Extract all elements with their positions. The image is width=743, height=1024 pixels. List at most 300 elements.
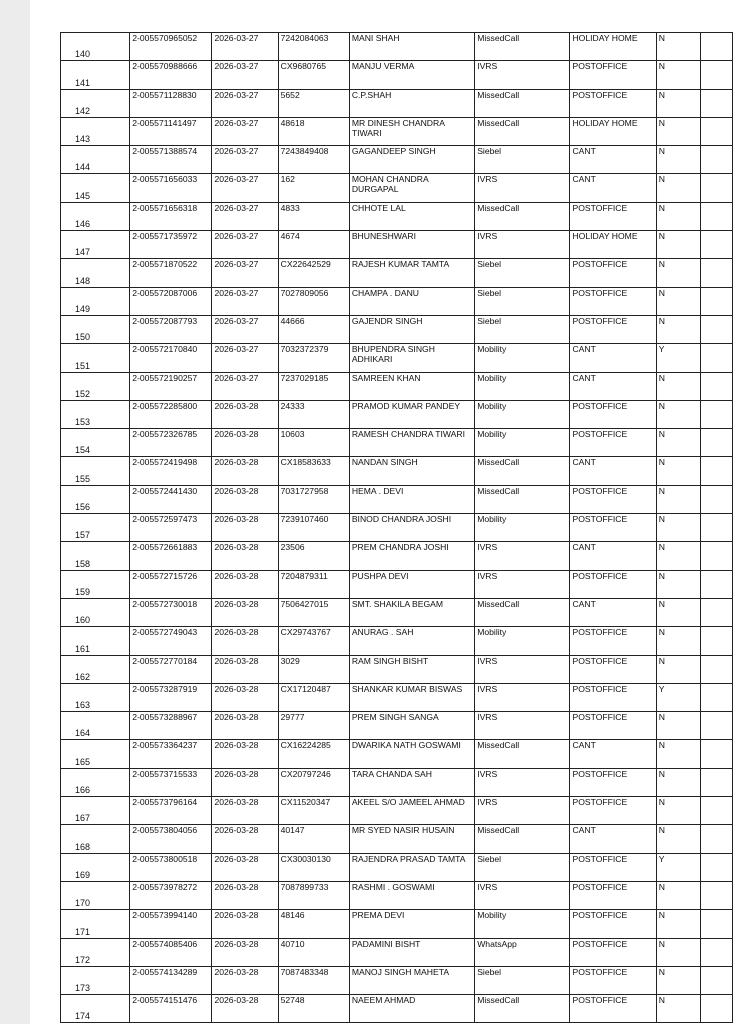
customer-name-cell: BINOD CHANDRA JOSHI	[349, 514, 474, 542]
table-row	[61, 259, 733, 287]
customer-name-cell: MR DINESH CHANDRA TIWARI	[349, 117, 474, 145]
empty-cell	[700, 485, 732, 513]
empty-cell	[700, 117, 732, 145]
table-row	[61, 740, 733, 768]
record-id-cell: 2-005570965052	[130, 33, 212, 61]
channel-cell: Siebel	[475, 259, 570, 287]
channel-cell: MissedCall	[475, 740, 570, 768]
reference-number-cell: 7239107460	[278, 514, 349, 542]
table-row	[61, 231, 733, 259]
table-row	[61, 966, 733, 994]
customer-name-cell: TARA CHANDA SAH	[349, 768, 474, 796]
empty-cell	[700, 995, 732, 1023]
channel-cell: IVRS	[475, 768, 570, 796]
row-index-cell: 143	[61, 117, 130, 145]
flag-cell: N	[656, 655, 700, 683]
empty-cell	[700, 966, 732, 994]
reference-number-cell: 52748	[278, 995, 349, 1023]
customer-name-cell: PREMA DEVI	[349, 910, 474, 938]
customer-name-cell: RASHMI . GOSWAMI	[349, 881, 474, 909]
reference-number-cell: 10603	[278, 429, 349, 457]
date-cell: 2026-03-27	[212, 146, 278, 174]
location-cell: POSTOFFICE	[570, 995, 656, 1023]
empty-cell	[700, 825, 732, 853]
channel-cell: MissedCall	[475, 598, 570, 626]
location-cell: POSTOFFICE	[570, 287, 656, 315]
date-cell: 2026-03-27	[212, 89, 278, 117]
table-row	[61, 825, 733, 853]
date-cell: 2026-03-28	[212, 598, 278, 626]
flag-cell: N	[656, 429, 700, 457]
location-cell: CANT	[570, 542, 656, 570]
customer-name-cell: BHUPENDRA SINGH ADHIKARI	[349, 344, 474, 372]
row-index-cell: 144	[61, 146, 130, 174]
record-id-cell: 2-005573364237	[130, 740, 212, 768]
empty-cell	[700, 853, 732, 881]
location-cell: POSTOFFICE	[570, 514, 656, 542]
date-cell: 2026-03-27	[212, 33, 278, 61]
channel-cell: Siebel	[475, 315, 570, 343]
date-cell: 2026-03-27	[212, 344, 278, 372]
flag-cell: N	[656, 910, 700, 938]
row-index-cell: 148	[61, 259, 130, 287]
date-cell: 2026-03-28	[212, 825, 278, 853]
channel-cell: MissedCall	[475, 485, 570, 513]
location-cell: HOLIDAY HOME	[570, 231, 656, 259]
row-index-cell: 167	[61, 797, 130, 825]
customer-name-cell: NAEEM AHMAD	[349, 995, 474, 1023]
customer-name-cell: MR SYED NASIR HUSAIN	[349, 825, 474, 853]
table-row	[61, 598, 733, 626]
row-index-cell: 155	[61, 457, 130, 485]
reference-number-cell: 7243849408	[278, 146, 349, 174]
flag-cell: N	[656, 627, 700, 655]
table-row	[61, 627, 733, 655]
date-cell: 2026-03-27	[212, 372, 278, 400]
record-id-cell: 2-005572087006	[130, 287, 212, 315]
flag-cell: N	[656, 514, 700, 542]
row-index-cell: 164	[61, 712, 130, 740]
row-index-cell: 174	[61, 995, 130, 1023]
customer-name-cell: BHUNESHWARI	[349, 231, 474, 259]
customer-name-cell: PADAMINI BISHT	[349, 938, 474, 966]
date-cell: 2026-03-28	[212, 768, 278, 796]
flag-cell: N	[656, 174, 700, 202]
row-index-cell: 163	[61, 683, 130, 711]
row-index-cell: 146	[61, 202, 130, 230]
date-cell: 2026-03-28	[212, 457, 278, 485]
empty-cell	[700, 146, 732, 174]
row-index-cell: 172	[61, 938, 130, 966]
row-index-cell: 152	[61, 372, 130, 400]
record-id-cell: 2-005572326785	[130, 429, 212, 457]
table-row	[61, 202, 733, 230]
table-row	[61, 655, 733, 683]
empty-cell	[700, 231, 732, 259]
row-index-cell: 168	[61, 825, 130, 853]
empty-cell	[700, 797, 732, 825]
record-id-cell: 2-005574151476	[130, 995, 212, 1023]
reference-number-cell: 7032372379	[278, 344, 349, 372]
empty-cell	[700, 740, 732, 768]
reference-number-cell: 24333	[278, 400, 349, 428]
customer-name-cell: RAJESH KUMAR TAMTA	[349, 259, 474, 287]
channel-cell: IVRS	[475, 712, 570, 740]
flag-cell: N	[656, 287, 700, 315]
table-row	[61, 485, 733, 513]
flag-cell: N	[656, 938, 700, 966]
location-cell: POSTOFFICE	[570, 797, 656, 825]
reference-number-cell: 44666	[278, 315, 349, 343]
empty-cell	[700, 372, 732, 400]
empty-cell	[700, 344, 732, 372]
reference-number-cell: CX30030130	[278, 853, 349, 881]
flag-cell: N	[656, 61, 700, 89]
table-row	[61, 768, 733, 796]
empty-cell	[700, 768, 732, 796]
row-index-cell: 147	[61, 231, 130, 259]
record-id-cell: 2-005573804056	[130, 825, 212, 853]
record-id-cell: 2-005572087793	[130, 315, 212, 343]
record-id-cell: 2-005571388574	[130, 146, 212, 174]
empty-cell	[700, 287, 732, 315]
customer-name-cell: MANOJ SINGH MAHETA	[349, 966, 474, 994]
location-cell: POSTOFFICE	[570, 315, 656, 343]
table-row	[61, 174, 733, 202]
empty-cell	[700, 712, 732, 740]
flag-cell: N	[656, 117, 700, 145]
reference-number-cell: CX18583633	[278, 457, 349, 485]
record-id-cell: 2-005572419498	[130, 457, 212, 485]
date-cell: 2026-03-27	[212, 61, 278, 89]
empty-cell	[700, 514, 732, 542]
reference-number-cell: CX20797246	[278, 768, 349, 796]
table-row	[61, 117, 733, 145]
location-cell: POSTOFFICE	[570, 627, 656, 655]
channel-cell: Siebel	[475, 287, 570, 315]
customer-name-cell: PREM CHANDRA JOSHI	[349, 542, 474, 570]
date-cell: 2026-03-28	[212, 429, 278, 457]
record-id-cell: 2-005571141497	[130, 117, 212, 145]
table-row	[61, 372, 733, 400]
row-index-cell: 140	[61, 33, 130, 61]
customer-name-cell: CHHOTE LAL	[349, 202, 474, 230]
channel-cell: Mobility	[475, 514, 570, 542]
table-row	[61, 712, 733, 740]
table-row	[61, 683, 733, 711]
row-index-cell: 158	[61, 542, 130, 570]
empty-cell	[700, 938, 732, 966]
row-index-cell: 153	[61, 400, 130, 428]
flag-cell: N	[656, 485, 700, 513]
location-cell: POSTOFFICE	[570, 259, 656, 287]
location-cell: CANT	[570, 825, 656, 853]
row-index-cell: 157	[61, 514, 130, 542]
channel-cell: Mobility	[475, 627, 570, 655]
empty-cell	[700, 315, 732, 343]
reference-number-cell: 7242084063	[278, 33, 349, 61]
location-cell: POSTOFFICE	[570, 429, 656, 457]
empty-cell	[700, 33, 732, 61]
channel-cell: Siebel	[475, 966, 570, 994]
location-cell: POSTOFFICE	[570, 881, 656, 909]
row-index-cell: 169	[61, 853, 130, 881]
reference-number-cell: 4833	[278, 202, 349, 230]
channel-cell: IVRS	[475, 881, 570, 909]
channel-cell: Mobility	[475, 400, 570, 428]
date-cell: 2026-03-27	[212, 259, 278, 287]
customer-name-cell: SAMREEN KHAN	[349, 372, 474, 400]
date-cell: 2026-03-27	[212, 117, 278, 145]
empty-cell	[700, 683, 732, 711]
record-id-cell: 2-005572730018	[130, 598, 212, 626]
channel-cell: MissedCall	[475, 457, 570, 485]
customer-name-cell: PUSHPA DEVI	[349, 570, 474, 598]
table-row	[61, 344, 733, 372]
location-cell: HOLIDAY HOME	[570, 33, 656, 61]
table-row	[61, 797, 733, 825]
row-index-cell: 160	[61, 598, 130, 626]
row-index-cell: 171	[61, 910, 130, 938]
date-cell: 2026-03-28	[212, 514, 278, 542]
flag-cell: N	[656, 542, 700, 570]
record-id-cell: 2-005573287919	[130, 683, 212, 711]
reference-number-cell: 48146	[278, 910, 349, 938]
customer-name-cell: SHANKAR KUMAR BISWAS	[349, 683, 474, 711]
row-index-cell: 159	[61, 570, 130, 598]
reference-number-cell: 29777	[278, 712, 349, 740]
flag-cell: N	[656, 570, 700, 598]
table-row	[61, 542, 733, 570]
customer-name-cell: MANI SHAH	[349, 33, 474, 61]
flag-cell: N	[656, 146, 700, 174]
location-cell: POSTOFFICE	[570, 966, 656, 994]
record-id-cell: 2-005572661883	[130, 542, 212, 570]
reference-number-cell: 48618	[278, 117, 349, 145]
flag-cell: N	[656, 259, 700, 287]
flag-cell: N	[656, 768, 700, 796]
location-cell: POSTOFFICE	[570, 768, 656, 796]
empty-cell	[700, 542, 732, 570]
empty-cell	[700, 89, 732, 117]
flag-cell: N	[656, 89, 700, 117]
location-cell: CANT	[570, 598, 656, 626]
channel-cell: Siebel	[475, 146, 570, 174]
customer-name-cell: RAJENDRA PRASAD TAMTA	[349, 853, 474, 881]
table-row	[61, 995, 733, 1023]
record-id-cell: 2-005572285800	[130, 400, 212, 428]
location-cell: CANT	[570, 146, 656, 174]
record-id-cell: 2-005572749043	[130, 627, 212, 655]
customer-name-cell: AKEEL S/O JAMEEL AHMAD	[349, 797, 474, 825]
row-index-cell: 156	[61, 485, 130, 513]
location-cell: POSTOFFICE	[570, 570, 656, 598]
empty-cell	[700, 61, 732, 89]
row-index-cell: 150	[61, 315, 130, 343]
record-id-cell: 2-005572770184	[130, 655, 212, 683]
reference-number-cell: 7087899733	[278, 881, 349, 909]
row-index-cell: 170	[61, 881, 130, 909]
record-id-cell: 2-005574134289	[130, 966, 212, 994]
record-id-cell: 2-005571656318	[130, 202, 212, 230]
table-row	[61, 457, 733, 485]
flag-cell: Y	[656, 683, 700, 711]
row-index-cell: 151	[61, 344, 130, 372]
empty-cell	[700, 400, 732, 428]
table-row	[61, 938, 733, 966]
row-index-cell: 165	[61, 740, 130, 768]
empty-cell	[700, 910, 732, 938]
date-cell: 2026-03-28	[212, 485, 278, 513]
table-row	[61, 146, 733, 174]
channel-cell: MissedCall	[475, 995, 570, 1023]
row-index-cell: 166	[61, 768, 130, 796]
date-cell: 2026-03-28	[212, 712, 278, 740]
empty-cell	[700, 655, 732, 683]
reference-number-cell: CX16224285	[278, 740, 349, 768]
customer-name-cell: DWARIKA NATH GOSWAMI	[349, 740, 474, 768]
date-cell: 2026-03-28	[212, 853, 278, 881]
row-index-cell: 173	[61, 966, 130, 994]
flag-cell: N	[656, 202, 700, 230]
location-cell: CANT	[570, 372, 656, 400]
row-index-cell: 142	[61, 89, 130, 117]
record-id-cell: 2-005572597473	[130, 514, 212, 542]
customer-name-cell: PREM SINGH SANGA	[349, 712, 474, 740]
row-index-cell: 154	[61, 429, 130, 457]
flag-cell: N	[656, 881, 700, 909]
customer-name-cell: GAJENDR SINGH	[349, 315, 474, 343]
channel-cell: MissedCall	[475, 202, 570, 230]
channel-cell: IVRS	[475, 542, 570, 570]
record-id-cell: 2-005571870522	[130, 259, 212, 287]
flag-cell: N	[656, 598, 700, 626]
location-cell: POSTOFFICE	[570, 853, 656, 881]
row-index-cell: 145	[61, 174, 130, 202]
reference-number-cell: 3029	[278, 655, 349, 683]
flag-cell: Y	[656, 853, 700, 881]
location-cell: POSTOFFICE	[570, 400, 656, 428]
flag-cell: N	[656, 966, 700, 994]
table-row	[61, 315, 733, 343]
empty-cell	[700, 598, 732, 626]
empty-cell	[700, 174, 732, 202]
customer-name-cell: RAMESH CHANDRA TIWARI	[349, 429, 474, 457]
location-cell: POSTOFFICE	[570, 938, 656, 966]
customer-name-cell: MANJU VERMA	[349, 61, 474, 89]
reference-number-cell: 5652	[278, 89, 349, 117]
date-cell: 2026-03-28	[212, 910, 278, 938]
flag-cell: Y	[656, 344, 700, 372]
customer-name-cell: ANURAG . SAH	[349, 627, 474, 655]
record-id-cell: 2-005573994140	[130, 910, 212, 938]
date-cell: 2026-03-27	[212, 202, 278, 230]
date-cell: 2026-03-28	[212, 966, 278, 994]
channel-cell: IVRS	[475, 570, 570, 598]
location-cell: POSTOFFICE	[570, 485, 656, 513]
channel-cell: Mobility	[475, 429, 570, 457]
reference-number-cell: 7027809056	[278, 287, 349, 315]
reference-number-cell: 40710	[278, 938, 349, 966]
empty-cell	[700, 259, 732, 287]
channel-cell: Mobility	[475, 910, 570, 938]
location-cell: POSTOFFICE	[570, 712, 656, 740]
record-id-cell: 2-005574085406	[130, 938, 212, 966]
record-id-cell: 2-005573800518	[130, 853, 212, 881]
table-row	[61, 570, 733, 598]
flag-cell: N	[656, 372, 700, 400]
customer-name-cell: GAGANDEEP SINGH	[349, 146, 474, 174]
record-id-cell: 2-005571735972	[130, 231, 212, 259]
record-id-cell: 2-005572715726	[130, 570, 212, 598]
record-id-cell: 2-005573796164	[130, 797, 212, 825]
reference-number-cell: CX22642529	[278, 259, 349, 287]
date-cell: 2026-03-27	[212, 231, 278, 259]
channel-cell: MissedCall	[475, 89, 570, 117]
flag-cell: N	[656, 457, 700, 485]
record-id-cell: 2-005571128830	[130, 89, 212, 117]
location-cell: POSTOFFICE	[570, 655, 656, 683]
record-id-cell: 2-005573715533	[130, 768, 212, 796]
row-index-cell: 162	[61, 655, 130, 683]
table-row	[61, 287, 733, 315]
flag-cell: N	[656, 825, 700, 853]
flag-cell: N	[656, 315, 700, 343]
channel-cell: MissedCall	[475, 33, 570, 61]
reference-number-cell: CX11520347	[278, 797, 349, 825]
table-row	[61, 514, 733, 542]
location-cell: POSTOFFICE	[570, 61, 656, 89]
record-id-cell: 2-005571656033	[130, 174, 212, 202]
reference-number-cell: 7031727958	[278, 485, 349, 513]
table-row	[61, 910, 733, 938]
flag-cell: N	[656, 712, 700, 740]
reference-number-cell: 4674	[278, 231, 349, 259]
date-cell: 2026-03-28	[212, 683, 278, 711]
reference-number-cell: 7506427015	[278, 598, 349, 626]
channel-cell: IVRS	[475, 61, 570, 89]
table-row	[61, 881, 733, 909]
customer-name-cell: RAM SINGH BISHT	[349, 655, 474, 683]
date-cell: 2026-03-28	[212, 570, 278, 598]
channel-cell: WhatsApp	[475, 938, 570, 966]
row-index-cell: 161	[61, 627, 130, 655]
empty-cell	[700, 570, 732, 598]
table-row	[61, 853, 733, 881]
location-cell: POSTOFFICE	[570, 683, 656, 711]
date-cell: 2026-03-28	[212, 995, 278, 1023]
empty-cell	[700, 202, 732, 230]
flag-cell: N	[656, 400, 700, 428]
channel-cell: IVRS	[475, 231, 570, 259]
flag-cell: N	[656, 797, 700, 825]
table-row	[61, 89, 733, 117]
row-index-cell: 141	[61, 61, 130, 89]
customer-name-cell: MOHAN CHANDRA DURGAPAL	[349, 174, 474, 202]
location-cell: POSTOFFICE	[570, 89, 656, 117]
date-cell: 2026-03-28	[212, 542, 278, 570]
table-row	[61, 33, 733, 61]
channel-cell: MissedCall	[475, 117, 570, 145]
customer-name-cell: CHAMPA . DANU	[349, 287, 474, 315]
channel-cell: Siebel	[475, 853, 570, 881]
date-cell: 2026-03-28	[212, 655, 278, 683]
reference-number-cell: 7087483348	[278, 966, 349, 994]
reference-number-cell: 162	[278, 174, 349, 202]
table-row	[61, 429, 733, 457]
reference-number-cell: 40147	[278, 825, 349, 853]
date-cell: 2026-03-28	[212, 938, 278, 966]
